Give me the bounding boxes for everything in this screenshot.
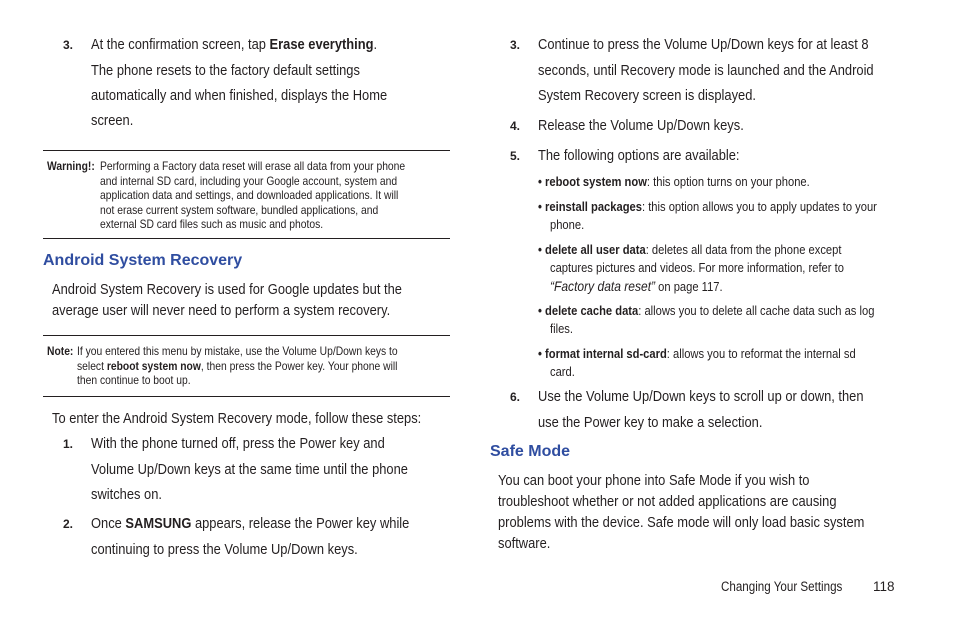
step-number: 3.	[510, 38, 521, 52]
bullet-item: • reinstall packages: this option allows you to apply updates to your phone.	[538, 199, 877, 232]
page-number: 118	[873, 579, 895, 594]
bullet-item: • format internal sd-card: allows you to reformat the internal sd card.	[538, 346, 856, 379]
warning-text: Performing a Factory data reset will erase all data from your phone and internal SD card, including your Google account, system and application data and settings, and downloaded applications. It will not erase current system software, bundled applications, and external SD card files such as music and photos.	[100, 159, 406, 231]
bold-term: delete cache data	[545, 303, 639, 318]
step-text: Once SAMSUNG appears, release the Power key while continuing to press the Volume Up/Down keys.	[91, 515, 410, 558]
step-text: Continue to press the Volume Up/Down keys for at least 8 seconds, until Recovery mode is launched and the Android System Recovery screen is displayed.	[538, 36, 874, 104]
bold-term: reinstall packages	[545, 199, 642, 214]
step-number: 1.	[63, 437, 74, 451]
bold-term: reboot system now	[106, 358, 201, 373]
bullet-item: • delete all user data: deletes all data from the phone except captures pictures and videos. For more information, refer to “Factory data reset” on page 117.	[538, 242, 844, 294]
step-number: 5.	[510, 149, 521, 163]
step-text-cont: screen.	[91, 112, 134, 129]
step-number: 6.	[510, 390, 521, 404]
paragraph: Android System Recovery is used for Google updates but the average user will never need to perform a system recovery.	[52, 281, 402, 319]
step-text: Use the Volume Up/Down keys to scroll up or down, then use the Power key to make a selection.	[538, 388, 864, 431]
bullet-item: • reboot system now: this option turns on your phone.	[538, 174, 810, 189]
cross-reference-link[interactable]: “Factory data reset”	[550, 278, 656, 294]
bold-term: reboot system now	[545, 174, 647, 189]
step-text: With the phone turned off, press the Power key and Volume Up/Down keys at the same time until the phone switches on.	[91, 435, 408, 503]
step-text: Release the Volume Up/Down keys.	[538, 117, 744, 134]
step-number: 3.	[63, 38, 74, 52]
paragraph: To enter the Android System Recovery mode, follow these steps:	[52, 410, 422, 427]
bold-term: SAMSUNG	[125, 515, 192, 532]
divider	[43, 238, 450, 239]
section-heading: Safe Mode	[490, 443, 571, 460]
step-text-cont: The phone resets to the factory default settings	[91, 62, 360, 79]
note-text: If you entered this menu by mistake, use the Volume Up/Down keys to select reboot system now, then press the Power key. Your phone will then continue to boot up.	[77, 344, 398, 387]
warning-label: Warning!:	[47, 159, 95, 173]
bold-term: delete all user data	[545, 242, 646, 257]
step-text: The following options are available:	[538, 147, 740, 164]
step-text-cont: automatically and when finished, displays the Home	[91, 87, 388, 104]
paragraph: You can boot your phone into Safe Mode if you wish to troubleshoot whether or not added applications are causing problems with the device. Safe mode will only load basic system software.	[498, 472, 865, 552]
divider	[43, 396, 450, 397]
bullet-item: • delete cache data: allows you to delete all cache data such as log files.	[538, 303, 875, 336]
bold-term: Erase everything	[269, 36, 374, 53]
bold-term: format internal sd-card	[545, 346, 667, 361]
note-label: Note:	[47, 344, 74, 358]
section-heading: Android System Recovery	[43, 252, 243, 269]
divider	[43, 150, 450, 151]
footer-section-title: Changing Your Settings	[721, 579, 843, 594]
step-number: 2.	[63, 517, 74, 531]
step-text: At the confirmation screen, tap Erase everything.	[91, 36, 378, 53]
divider	[43, 335, 450, 336]
step-number: 4.	[510, 119, 521, 133]
